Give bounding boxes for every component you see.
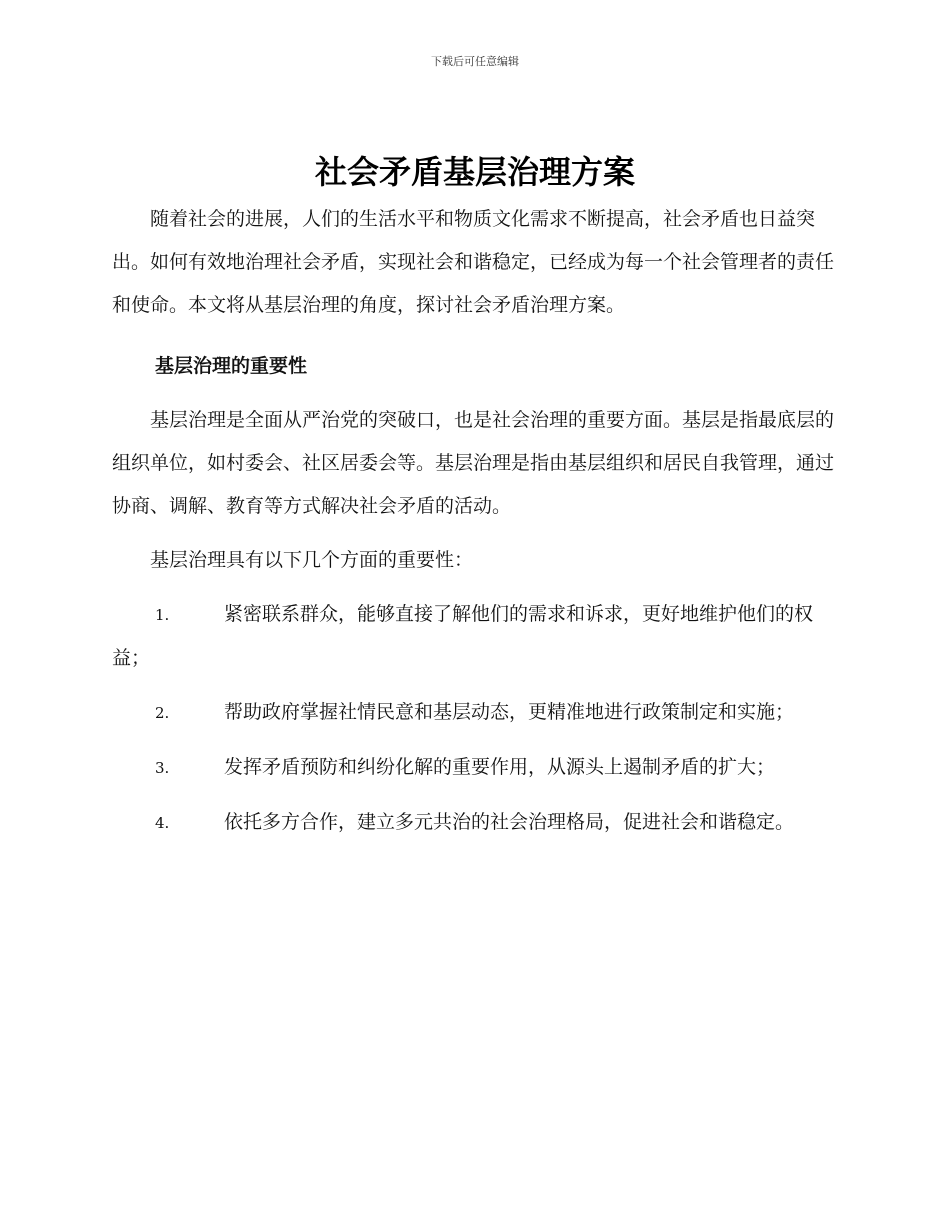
list-lead-in: 基层治理具有以下几个方面的重要性：	[150, 549, 474, 571]
list-item-text: 依托多方合作，建立多元共治的社会治理格局，促进社会和谐稳定。	[224, 811, 795, 833]
document-body	[112, 198, 838, 845]
list-item	[112, 746, 838, 790]
list-item	[112, 691, 838, 735]
list-item-number: 3.	[155, 759, 170, 777]
list-item-text: 帮助政府掌握社情民意和基层动态，更精准地进行政策制定和实施；	[224, 701, 795, 723]
list-item-number: 4.	[155, 814, 170, 832]
document-title: 社会矛盾基层治理方案	[314, 153, 635, 191]
list-item	[112, 801, 838, 845]
list-item-text: 紧密联系群众，能够直接了解他们的需求和诉求，更好地维护他们的权益；	[112, 603, 814, 669]
intro-paragraph: 随着社会的进展，人们的生活水平和物质文化需求不断提高，社会矛盾也日益突出。如何有效地治理社会矛盾，实现社会和谐稳定，已经成为每一个社会管理者的责任和使命。本文将从基层治理的角度，探讨社会矛盾治理方案。	[112, 208, 835, 316]
list-item-number: 1.	[155, 606, 170, 624]
list-item-text: 发挥矛盾预防和纠纷化解的重要作用，从源头上遏制矛盾的扩大；	[224, 756, 776, 778]
section-paragraph: 基层治理是全面从严治党的突破口，也是社会治理的重要方面。基层是指最底层的组织单位，如村委会、社区居委会等。基层治理是指由基层组织和居民自我管理，通过协商、调解、教育等方式解决社会矛盾的活动。	[112, 409, 835, 517]
list-item-number: 2.	[155, 704, 170, 722]
page-header-note: 下载后可任意编辑	[431, 55, 519, 68]
section-heading: 基层治理的重要性	[155, 355, 308, 377]
list-item	[112, 593, 838, 680]
